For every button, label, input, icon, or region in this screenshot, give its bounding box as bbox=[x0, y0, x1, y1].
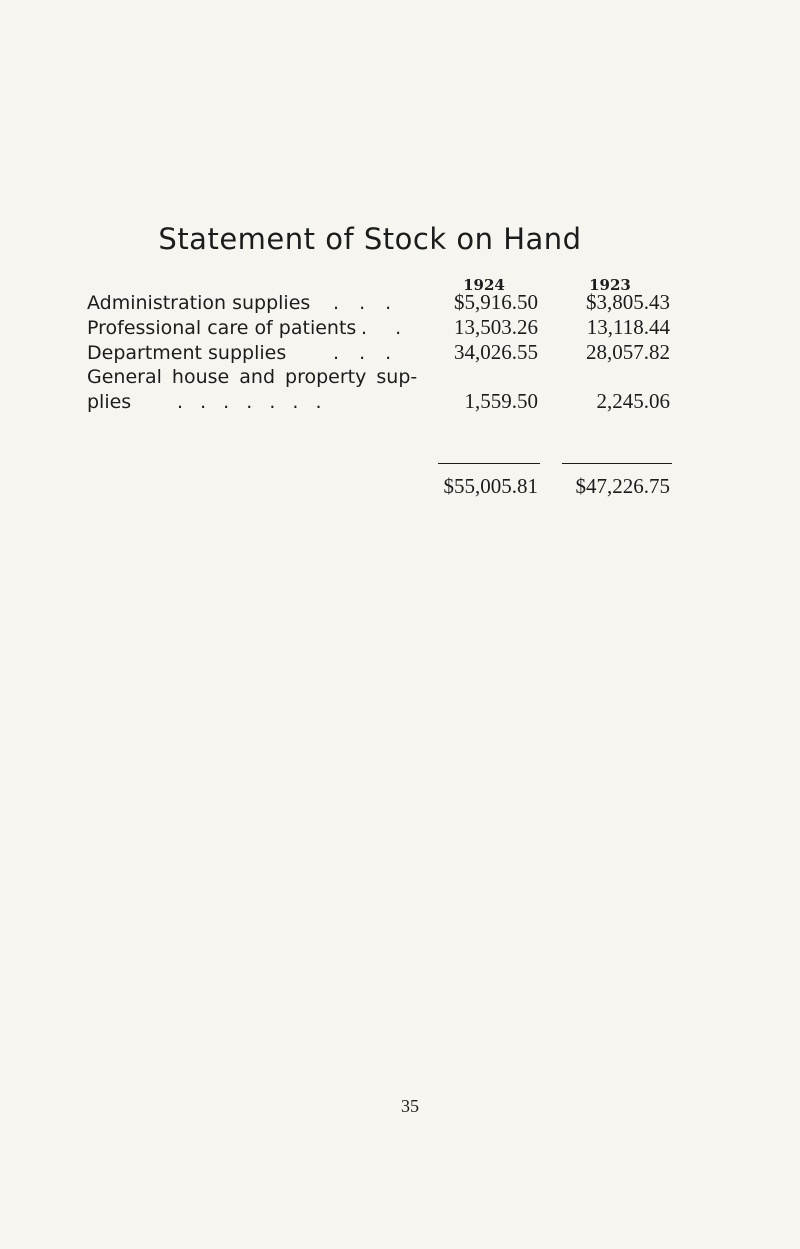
row-label-professional-care bbox=[87, 317, 402, 339]
year-header-1923: 1923 bbox=[589, 276, 631, 294]
value-1924-department: 34,026.55 bbox=[454, 340, 538, 364]
row-label-department bbox=[87, 342, 392, 364]
row-label-general-house-cont bbox=[87, 391, 322, 413]
total-1924: $55,005.81 bbox=[443, 474, 538, 498]
value-1924-general-house: 1,559.50 bbox=[464, 389, 538, 413]
dot-leader: . . . bbox=[333, 292, 392, 314]
value-1924-administration: $5,916.50 bbox=[454, 290, 538, 314]
row-label-general-house bbox=[87, 366, 417, 388]
total-1923: $47,226.75 bbox=[575, 474, 670, 498]
year-header-1924: 1924 bbox=[463, 276, 505, 294]
total-rule-1924 bbox=[438, 463, 540, 464]
value-1923-professional-care: 13,118.44 bbox=[586, 315, 670, 339]
total-rule-1923 bbox=[562, 463, 672, 464]
value-1924-professional-care: 13,503.26 bbox=[454, 315, 538, 339]
value-1923-administration: $3,805.43 bbox=[586, 290, 670, 314]
dot-leader: . . bbox=[361, 317, 402, 339]
dot-leader: . . . bbox=[333, 342, 392, 364]
value-1923-general-house: 2,245.06 bbox=[596, 389, 670, 413]
page-number: 35 bbox=[401, 1096, 419, 1116]
page-title: Statement of Stock on Hand bbox=[158, 222, 582, 256]
row-label-administration bbox=[87, 292, 392, 314]
row-label-text: Administration supplies bbox=[87, 292, 311, 314]
row-label-text-line1: General house and property sup- bbox=[87, 366, 418, 388]
row-label-text: Department supplies bbox=[87, 342, 287, 364]
value-1923-department: 28,057.82 bbox=[586, 340, 670, 364]
dot-leader: . . . . . . . bbox=[177, 391, 322, 413]
row-label-text-line2: plies bbox=[87, 391, 132, 413]
row-label-text: Professional care of patients bbox=[87, 317, 357, 339]
